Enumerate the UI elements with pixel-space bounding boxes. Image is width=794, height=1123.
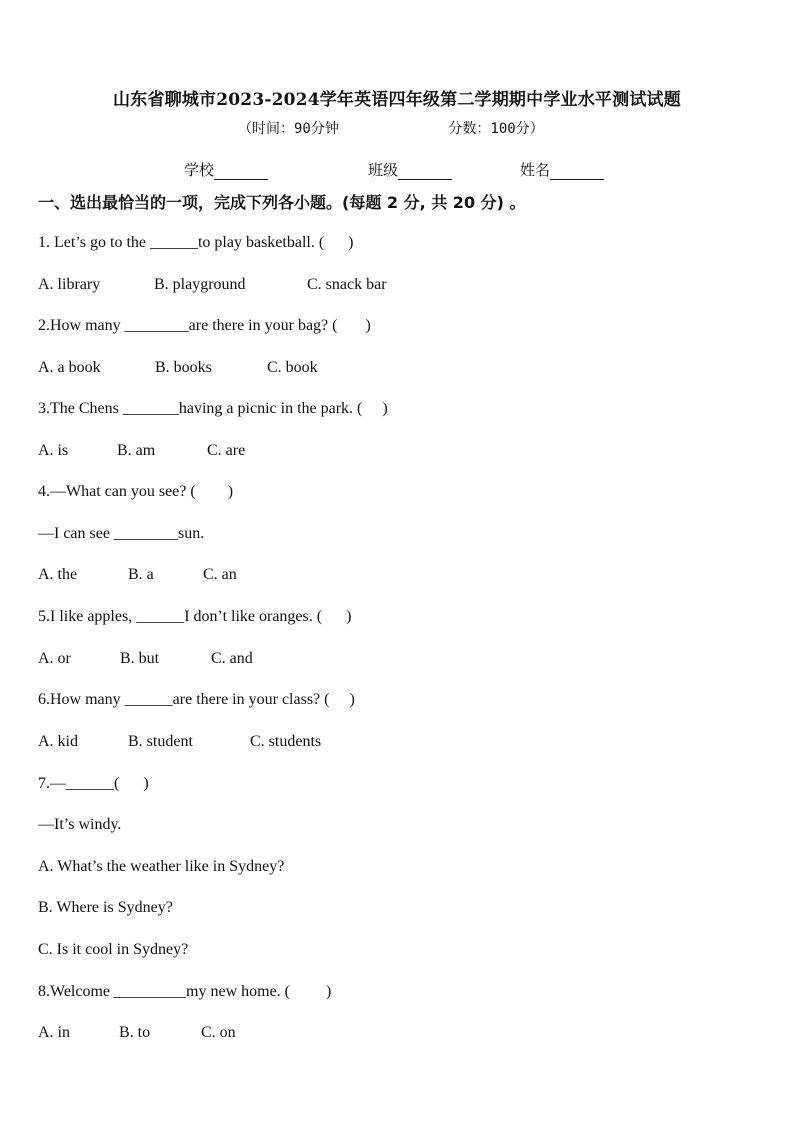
question-5-stem: 5.I like apples, ______I don’t like oranges. ( ) (38, 608, 352, 625)
question-8-option-b: B. to (119, 1024, 151, 1041)
question-5-option-a: A. or (38, 650, 71, 667)
question-2-option-b: B. books (155, 359, 212, 376)
question-8-stem: 8.Welcome _________my new home. ( ) (38, 983, 332, 1000)
question-6-stem: 6.How many ______are there in your class? ( ) (38, 691, 355, 708)
question-1-option-a: A. library (38, 276, 101, 293)
question-5-option-b: B. but (120, 650, 160, 667)
question-6-option-c: C. students (250, 733, 322, 750)
school-blank[interactable] (214, 166, 268, 180)
question-1-stem: 1. Let’s go to the ______to play basketball. ( ) (38, 234, 354, 251)
exam-title: 山东省聊城市2023-2024学年英语四年级第二学期期中学业水平测试试题 (113, 90, 681, 110)
question-2-stem: 2.How many ________are there in your bag? ( ) (38, 317, 371, 334)
question-3-option-c: C. are (207, 442, 246, 459)
section-heading: 一、选出最恰当的一项，完成下列各小题。(每题 2 分, 共 20 分) 。 (38, 193, 526, 212)
question-8-option-a: A. in (38, 1024, 70, 1041)
school-field[interactable] (184, 159, 268, 180)
exam-time-score: （时间：90分钟 分数：100分） (238, 121, 544, 137)
name-label: 姓名 (520, 161, 551, 179)
name-blank[interactable] (550, 166, 604, 180)
question-7-option-a: A. What’s the weather like in Sydney? (38, 858, 285, 875)
question-7-stem: 7.—______( ) (38, 775, 149, 792)
question-3-option-a: A. is (38, 442, 69, 459)
question-2-option-a: A. a book (38, 359, 101, 376)
question-8-option-c: C. on (201, 1024, 236, 1041)
question-4-option-b: B. a (128, 566, 154, 583)
question-4-option-c: C. an (203, 566, 237, 583)
question-3-option-b: B. am (117, 442, 156, 459)
question-5-option-c: C. and (211, 650, 253, 667)
question-4-option-a: A. the (38, 566, 78, 583)
name-field[interactable] (520, 159, 604, 180)
class-blank[interactable] (398, 166, 452, 180)
question-6-option-a: A. kid (38, 733, 78, 750)
question-6-option-b: B. student (128, 733, 193, 750)
question-1-option-c: C. snack bar (307, 276, 387, 293)
question-7-option-b: B. Where is Sydney? (38, 899, 173, 916)
class-field[interactable] (368, 159, 452, 180)
class-label: 班级 (368, 161, 399, 179)
question-1-option-b: B. playground (154, 276, 246, 293)
school-label: 学校 (184, 161, 215, 179)
question-3-stem: 3.The Chens _______having a picnic in the park. ( ) (38, 400, 388, 417)
question-4-stem-reply: —I can see ________sun. (38, 525, 205, 542)
question-2-option-c: C. book (267, 359, 318, 376)
question-7-option-c: C. Is it cool in Sydney? (38, 941, 189, 958)
question-7-stem-reply: —It’s windy. (38, 816, 122, 833)
question-4-stem: 4.—What can you see? ( ) (38, 483, 234, 500)
